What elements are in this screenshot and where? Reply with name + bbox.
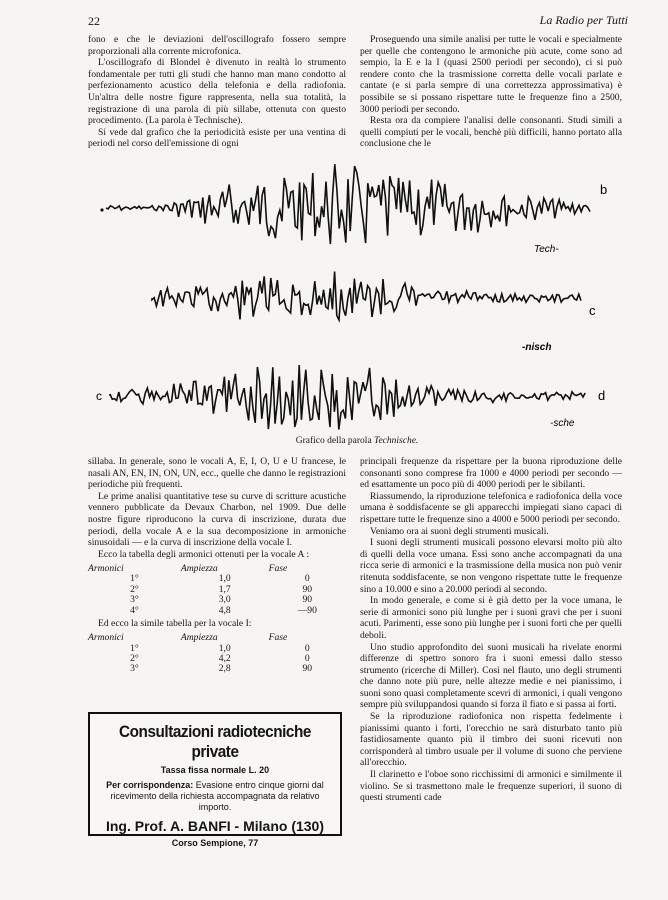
- ad-correspondence: [90, 780, 340, 813]
- ad-address: Corso Sempione, 77: [171, 838, 259, 848]
- table-cell: 3°: [130, 594, 139, 606]
- waveform-traces: [92, 160, 622, 430]
- paragraph: Il clarinetto e l'oboe sono ricchissimi di armonici e similmente il violino. Se si trasmettono male le frequenze superiori, il suono di questi strumenti cade: [360, 769, 622, 804]
- table-cell: 90: [302, 583, 313, 595]
- figure-caption: [92, 436, 622, 446]
- ad-correspondence-text: Evasione entro cinque giorni dal ricevimento della richiesta accompagnata da relativo importo.: [110, 780, 324, 812]
- ad-correspondence-label: Per corrispondenza:: [106, 780, 194, 790]
- table-header: Ampiezza: [180, 562, 218, 574]
- table-header: Fase: [268, 631, 288, 643]
- column-2-top: [360, 34, 622, 150]
- table-cell: 0: [304, 573, 310, 585]
- paragraph: Riassumendo, la riproduzione telefonica e radiofonica della voce umana è soddisfacente se gli apparecchi impiegati siano capaci di rispettare tutte le frequenze sino a 4000 e 5000 periodi per secondo.: [360, 490, 622, 525]
- table-cell: 4,2: [218, 652, 231, 664]
- table-cell: 90: [302, 594, 313, 606]
- table-cell: 1,7: [218, 583, 231, 595]
- table-row: [88, 595, 346, 605]
- paragraph: Resta ora da compiere l'analisi delle consonanti. Studi simili a quelli compiuti per le vocali, benchè più difficili, hanno portato alla conclusione che le: [360, 115, 622, 150]
- table-header: Fase: [268, 562, 288, 574]
- trace-label-c: c: [589, 303, 596, 318]
- paragraph: Le prime analisi quantitative tese su curve di scritture acustiche vennero pubblicate da Devaux Charbon, nel 1909. Due delle nostre figure riproducono la curva di inscrizione, durata due periodi, della vocale A e la sua decomposizione in armoniche sinusoidali — e la curva di inscrizione della vocale I.: [88, 490, 346, 549]
- paragraph: L'oscillografo di Blondel è divenuto in realtà lo strumento fondamentale per tutti gli studi che hanno man mano condotto al perfezionamento acustico della telefonia e della radiofonia. Un'altra delle nostre figure rappresenta, nella sua totalità, la registrazione di una parola di più sillabe, ottenuta con questo procedimento. (La parola è Technische).: [88, 57, 346, 127]
- column-1-top: [88, 34, 346, 150]
- ad-name: Ing. Prof. A. BANFI - Milano (130): [105, 818, 325, 834]
- table-cell: 4,8: [218, 604, 231, 616]
- table-cell: 2,8: [218, 663, 231, 675]
- waveform-trace-d: [110, 365, 585, 430]
- paragraph: Ecco la tabella degli armonici ottenuti per la vocale A :: [98, 548, 309, 560]
- table-row: [88, 664, 346, 674]
- table-cell: 0: [304, 642, 310, 654]
- trace-start-dot: [100, 208, 103, 211]
- table-cell: 1,0: [218, 642, 231, 654]
- table-row: [88, 606, 346, 616]
- ad-fee: Tassa fissa normale L. 20: [160, 765, 270, 775]
- syllable-label-tech: Tech-: [534, 244, 559, 255]
- table-header: Ampiezza: [180, 631, 218, 643]
- waveform-trace-b: [106, 164, 590, 244]
- paragraph: Veniamo ora ai suoni degli strumenti musicali.: [370, 525, 549, 537]
- left-mark-c: c: [96, 389, 102, 403]
- paragraph: Uno studio approfondito dei suoni musicali ha rivelate enormi differenze di spettro sonoro fra i suoni emessi dallo stesso strumento (ricerche di Miller). Così nel flauto, uno degli strumenti che danno note più pure, nelle altezze medie e nei pianissimo, i suoni sono quasi completamente scevri di armonici, i quali vengono sempre più sviluppandosi quando si forza il fiato e si passa ai forti.: [360, 641, 622, 711]
- paragraph: Si vede dal grafico che la periodicità esiste per una ventina di periodi nel corso dell'emissione di ogni: [88, 126, 346, 150]
- paragraph: In modo generale, e come si è già detto per la voce umana, le serie di armonici sono più lunghe per i suoni gravi che per i suoni acuti. Parimenti, esse sono più lunghe per i suoni forti che per quelli deboli.: [360, 595, 622, 641]
- syllable-label-nisch: -nisch: [522, 342, 552, 353]
- caption-prefix: Grafico della parola: [295, 436, 372, 446]
- harmonics-table-i: [88, 632, 346, 675]
- caption-word: Technische.: [374, 436, 419, 446]
- table-cell: 1°: [130, 573, 139, 585]
- oscillograph-figure: [92, 160, 622, 450]
- waveform-trace-c: [152, 272, 581, 321]
- column-2-bottom: [360, 456, 622, 804]
- table-cell: 1°: [130, 642, 139, 654]
- paragraph: Se la riproduzione radiofonica non rispetta fedelmente i pianissimi quanto i forti, l'orecchio ne sarà disturbato tanto più fastidiosamente quanto più il timbro dei suoni ricevuti non corrisponderà al timbro usuale per il volume di suono che perviene all'orecchio.: [360, 711, 622, 769]
- paragraph: sillaba. In generale, sono le vocali A, E, I, O, U e U francese, le nasali AN, EN, IN, ON, UN, ecc., quelle che danno le registrazioni periodiche più frequenti.: [88, 456, 346, 491]
- table-cell: 90: [302, 663, 313, 675]
- column-1-bottom: [88, 456, 346, 677]
- paragraph: I suoni degli strumenti musicali possono elevarsi molto più alto di quelli della voce umana. Essi sono anche accompagnati da una ricca serie di armonici e la trasmissione della musica non può venir ritenuta soddisfacente, se non vengono rispettate tutte le frequenze sino a 10.000 e sino a 20.000 periodi al secondo.: [360, 537, 622, 595]
- table-cell: 2°: [130, 583, 139, 595]
- paragraph: fono e che le deviazioni dell'oscillografo fossero sempre proporzionali alla corrente microfonica.: [88, 34, 346, 57]
- table-header: Armonici: [88, 562, 124, 574]
- harmonics-table-a: [88, 562, 346, 616]
- table-cell: 1,0: [218, 573, 231, 585]
- trace-label-d: d: [598, 388, 606, 403]
- table-header: Armonici: [88, 631, 124, 643]
- table-cell: 3°: [130, 663, 139, 675]
- syllable-label-sche: -sche: [550, 418, 575, 429]
- ad-title: Consultazioni radiotecniche private: [119, 722, 311, 761]
- paragraph: principali frequenze da rispettare per la buona riproduzione delle consonanti sono comprese fra 1000 e 4000 periodi per secondo — ed esattamente un poco più di 4000 periodi per le sibilanti.: [360, 456, 622, 491]
- running-title: La Radio per Tutti: [539, 13, 628, 27]
- table-cell: 0: [304, 652, 310, 664]
- paragraph: Ed ecco la simile tabella per la vocale I:: [98, 617, 252, 629]
- paragraph: Proseguendo una simile analisi per tutte le vocali e specialmente per quelle che contengono le armoniche più acute, come sono ad sempio, la E e la I (quasi 2500 periodi per secondo), ci si può rendere conto che la trasmissione corretta delle vocali parlate e cantate (e si parla sempre di una correttezza approssimativa) è possibile se si possano rispettare tutte le frequenze fino a 2500, 3000 periodi per secondo.: [360, 34, 622, 115]
- table-cell: —90: [297, 604, 317, 616]
- table-cell: 4°: [130, 604, 139, 616]
- page-number: 22: [88, 14, 100, 28]
- consultation-advertisement: [88, 712, 342, 848]
- trace-label-b: b: [600, 182, 608, 197]
- table-cell: 2°: [130, 652, 139, 664]
- table-cell: 3,0: [218, 594, 231, 606]
